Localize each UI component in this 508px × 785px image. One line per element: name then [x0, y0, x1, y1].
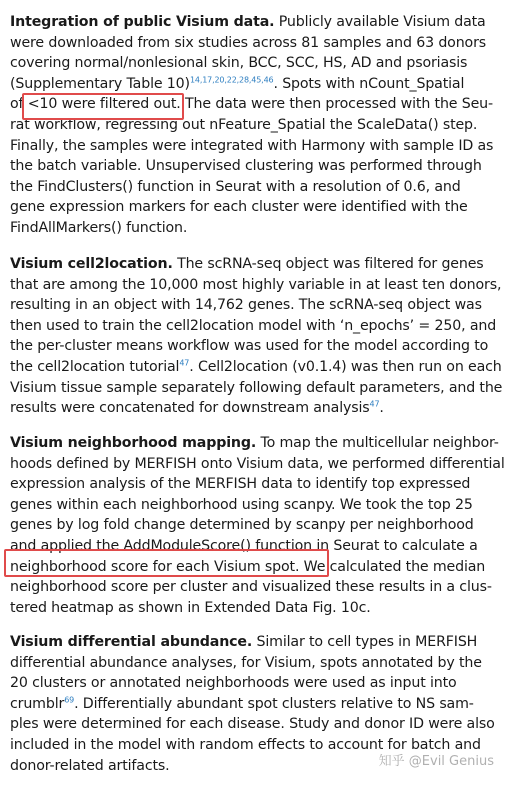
citation-link[interactable]: 47	[369, 399, 380, 409]
text-line: gene expression markers for each cluster were identified with the	[10, 199, 468, 216]
section-heading: Integration of public Visium data.	[10, 14, 275, 30]
text-line: and applied the AddModuleScore() function in Seurat to calculate a	[10, 537, 478, 554]
text-line: donor-related artifacts.	[10, 757, 170, 774]
text-line: hoods defined by MERFISH onto Visium data, we performed differential	[10, 455, 505, 472]
text-line: Visium tissue sample separately following default parameters, and the	[10, 379, 503, 396]
text-line: Visium cell2location. The scRNA-seq object was filtered for genes	[10, 256, 484, 272]
text-line: crumblr$^{69}$. Differentially abundant spot clusters relative to NS sam-	[10, 695, 474, 712]
text-line: resulting in an object with 14,762 genes. The scRNA-seq object was	[10, 297, 482, 314]
text-line: rat workflow, regressing out nFeature_Spatial the ScaleData() step.	[10, 116, 478, 133]
highlight-box-filtered	[22, 93, 184, 120]
text-line: of <10 were filtered out. The data were then processed with the Seu-	[10, 96, 493, 113]
citation-link[interactable]: 47	[179, 358, 190, 368]
citation-link[interactable]: 69	[64, 695, 75, 705]
text-line: FindAllMarkers() function.	[10, 219, 188, 236]
text-line: results were concatenated for downstream analysis$^{47}$.	[10, 399, 384, 417]
section-heading: Visium cell2location.	[10, 256, 173, 272]
text-line: Visium differential abundance. Similar to cell types in MERFISH	[10, 634, 478, 650]
text-line: differential abundance analyses, for Visium, spots annotated by the	[10, 654, 482, 671]
paragraph-integration	[10, 12, 492, 239]
text-line: the batch variable. Unsupervised clustering was performed through	[10, 158, 482, 175]
text-line: Finally, the samples were integrated with Harmony with sample ID as	[10, 137, 494, 154]
text-line: expression analysis of the MERFISH data to identify top expressed	[10, 476, 471, 493]
text-line: (Supplementary Table 10)$^{14,17,20,22,28,45,46}$. Spots with nCount_Spatial	[10, 75, 465, 92]
text-line: included in the model with random effects to account for batch and	[10, 736, 481, 753]
paragraph-neighborhood-mapping	[10, 433, 505, 618]
text-line: ples were determined for each disease. Study and donor ID were also	[10, 716, 495, 733]
highlight-box-neighborhood-score	[4, 549, 329, 577]
paragraph-cell2location	[10, 254, 503, 419]
text-line: that are among the 10,000 most highly variable in at least ten donors,	[10, 276, 502, 293]
text-line: were downloaded from six studies across 81 samples and 63 donors	[10, 34, 487, 51]
text-line: covering normal/nonlesional skin, BCC, SCC, HS, AD and psoriasis	[10, 55, 468, 72]
text-line: genes within each neighborhood using scanpy. We took the top 25	[10, 496, 473, 513]
text-line: the cell2location tutorial$^{47}$. Cell2location (v0.1.4) was then run on each	[10, 358, 502, 375]
text-line: 20 clusters or annotated neighborhoods were used as input into	[10, 675, 457, 692]
text-line: Visium neighborhood mapping. To map the multicellular neighbor-	[10, 435, 499, 451]
text-line: neighborhood score per cluster and visualized these results in a clus-	[10, 579, 492, 596]
text-line: the FindClusters() function in Seurat with a resolution of 0.6, and	[10, 178, 461, 195]
section-heading: Visium neighborhood mapping.	[10, 435, 257, 451]
text-line: then used to train the cell2location model with ‘n_epochs’ = 250, and	[10, 317, 497, 334]
text-line: the per-cluster means workflow was used for the model according to	[10, 338, 489, 355]
watermark: 知乎 @Evil Genius	[378, 754, 494, 769]
text-line: Integration of public Visium data. Publicly available Visium data	[10, 14, 486, 30]
text-line: tered heatmap as shown in Extended Data Fig. 10c.	[10, 599, 371, 616]
section-heading: Visium differential abundance.	[10, 634, 253, 650]
text-line: neighborhood score for each Visium spot. We calculated the median	[10, 558, 486, 575]
text-line: genes by log fold change determined by scanpy per neighborhood	[10, 517, 474, 534]
citation-link[interactable]: 14,17,20,22,28,45,46	[189, 75, 274, 85]
